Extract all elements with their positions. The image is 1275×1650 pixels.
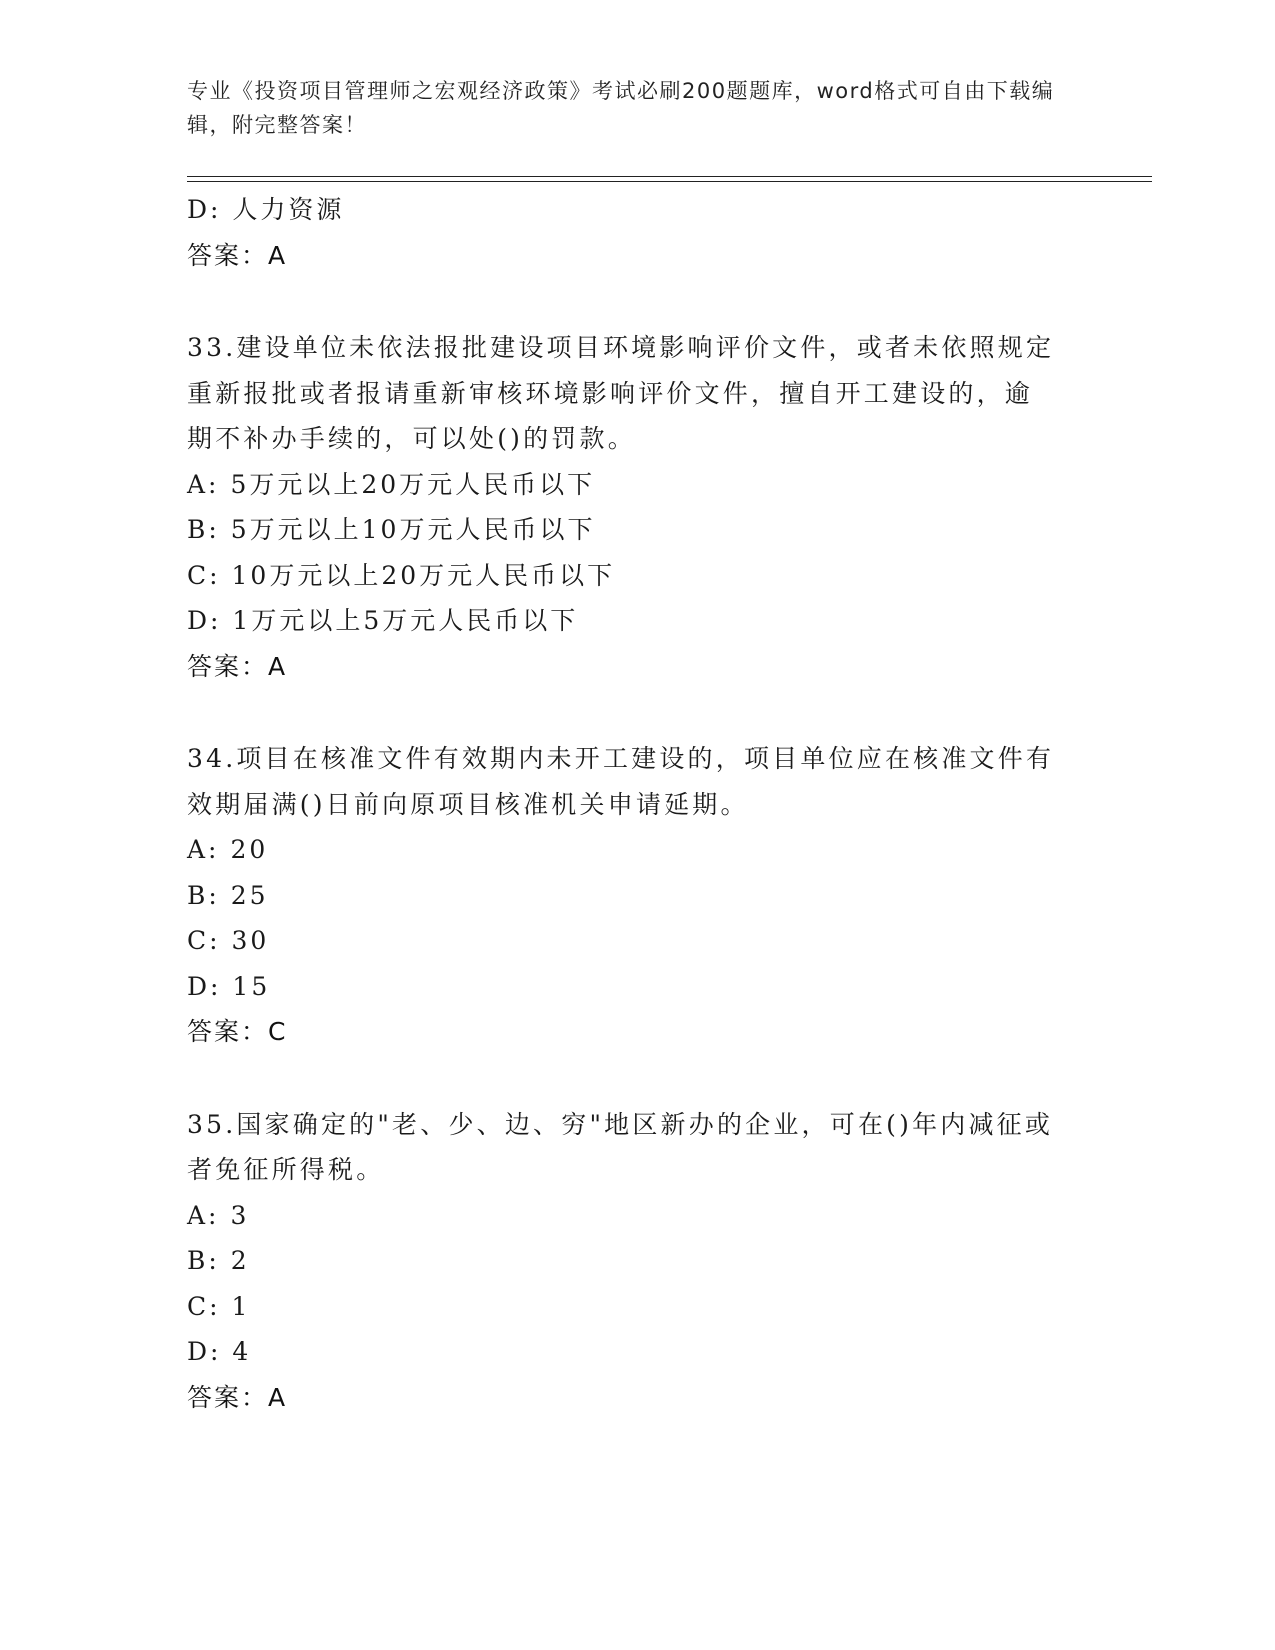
- option-b: B: 5万元以上10万元人民币以下: [187, 515, 596, 544]
- question-stem-line: 35.国家确定的"老、少、边、穷"地区新办的企业，可在()年内减征或: [187, 1109, 1054, 1139]
- option-d: D: 15: [187, 971, 271, 1001]
- header-rule-top: [187, 176, 1152, 177]
- option-b: B: 25: [187, 880, 269, 910]
- option-a: A: 5万元以上20万元人民币以下: [187, 469, 596, 499]
- question-stem-line: 重新报批或者报请重新审核环境影响评价文件，擅自开工建设的，逾: [187, 378, 1034, 408]
- option-c: C: 10万元以上20万元人民币以下: [187, 560, 616, 590]
- option-d: D: 人力资源: [187, 195, 345, 224]
- question-stem-line: 期不补办手续的，可以处()的罚款。: [187, 424, 636, 453]
- question-33: [187, 325, 1087, 689]
- question-35: [187, 1102, 1087, 1421]
- header-rule-bottom: [187, 181, 1152, 182]
- question-stem-line: 33.建设单位未依法报批建设项目环境影响评价文件，或者未依照规定: [187, 333, 1055, 362]
- document-header: 专业《投资项目管理师之宏观经济政策》考试必刷200题题库，word格式可自由下载编辑，附完整答案！: [187, 79, 1055, 137]
- question-stem-line: 34.项目在核准文件有效期内未开工建设的，项目单位应在核准文件有: [187, 744, 1055, 773]
- answer: 答案：C: [187, 1017, 288, 1046]
- question-stem-line: 者免征所得税。: [187, 1155, 385, 1184]
- question-34: [187, 736, 1087, 1055]
- spacer: [187, 689, 1087, 736]
- answer: 答案：A: [187, 240, 288, 270]
- option-b: B: 2: [187, 1246, 250, 1275]
- option-c: C: 1: [187, 1291, 251, 1321]
- answer: 答案：A: [187, 651, 288, 681]
- option-c: C: 30: [187, 926, 270, 955]
- option-a: A: 20: [187, 835, 269, 864]
- question-list: [187, 187, 1087, 1420]
- question-stem-line: 效期届满()日前向原项目核准机关申请延期。: [187, 789, 749, 819]
- spacer: [187, 278, 1087, 325]
- option-d: D: 4: [187, 1337, 252, 1366]
- question-32-tail: [187, 187, 1087, 278]
- answer: 答案：A: [187, 1382, 288, 1412]
- option-d: D: 1万元以上5万元人民币以下: [187, 606, 579, 635]
- option-a: A: 3: [187, 1200, 250, 1230]
- spacer: [187, 1055, 1087, 1102]
